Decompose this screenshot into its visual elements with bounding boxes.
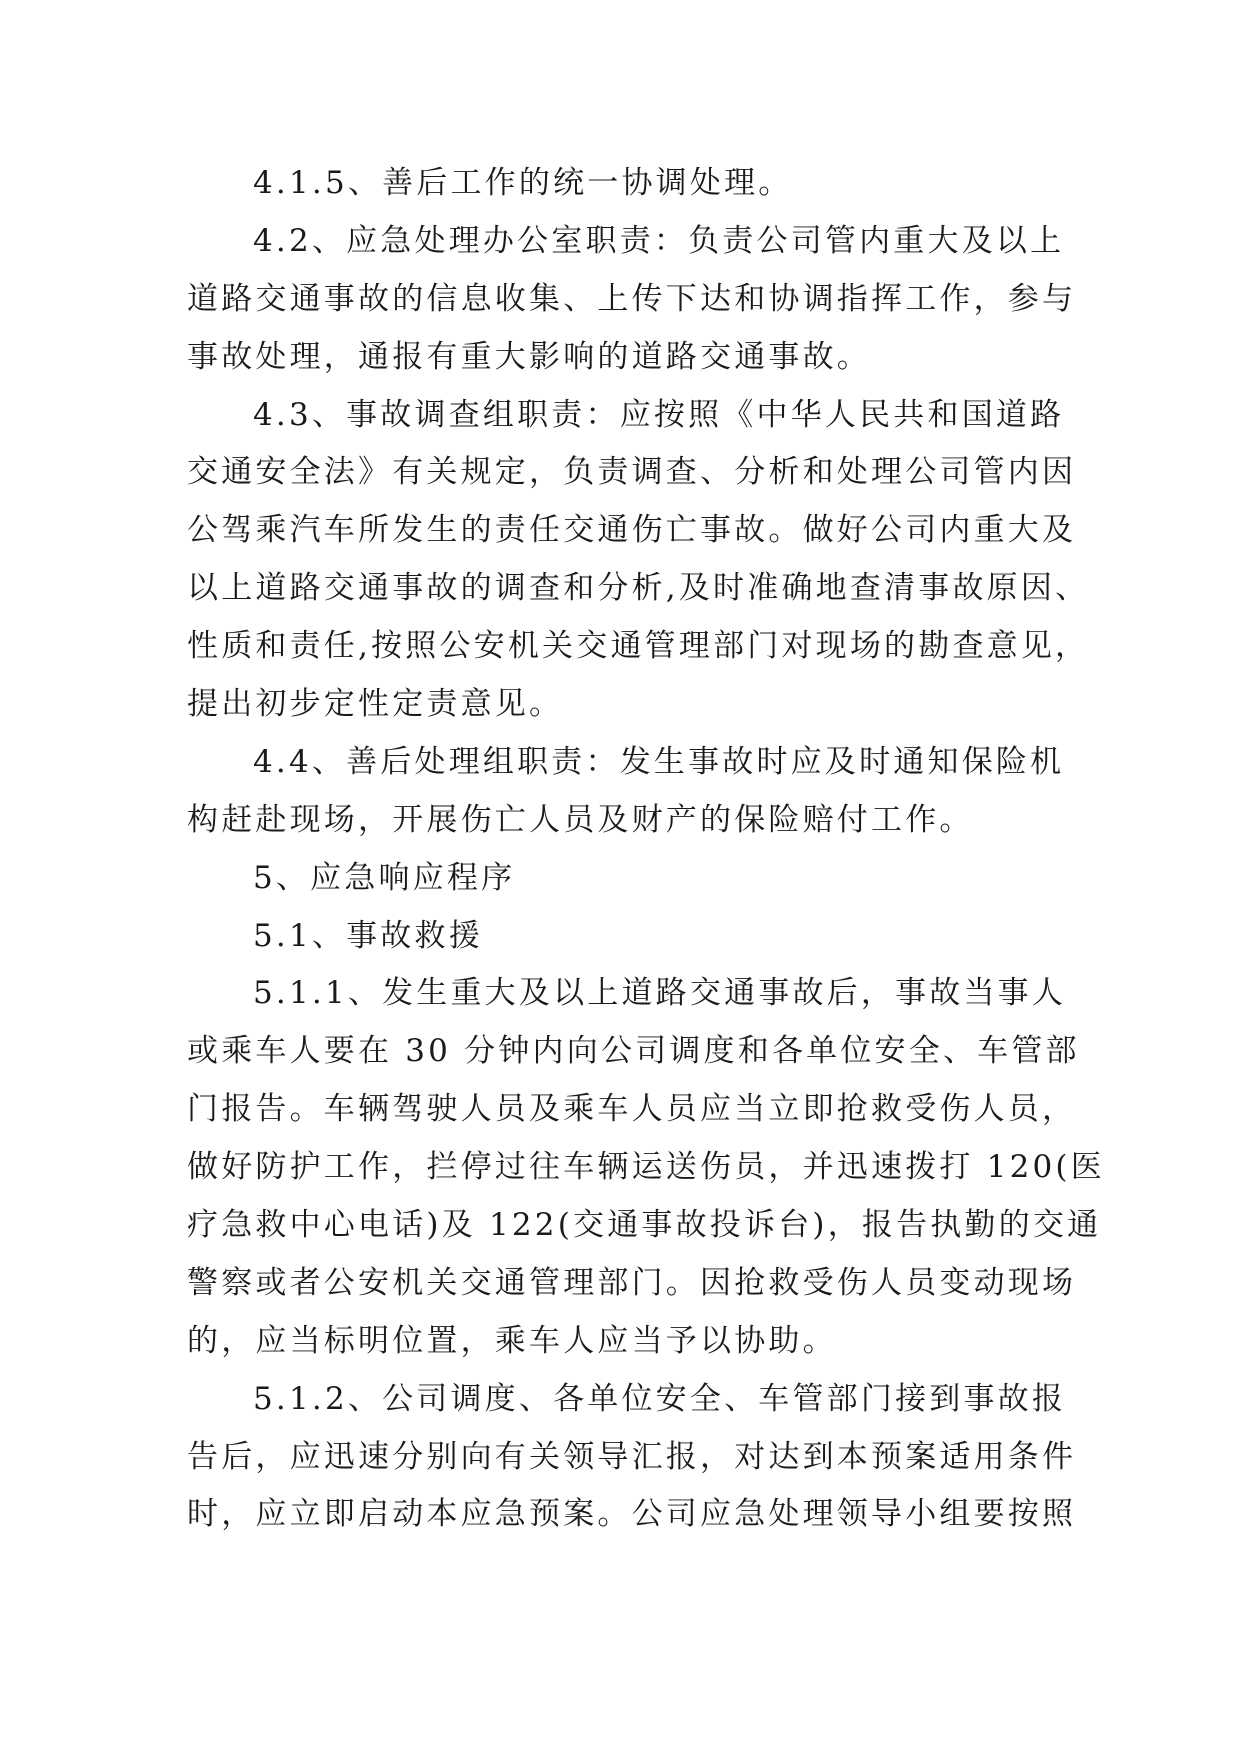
text-line: 或乘车人要在 30 分钟内向公司调度和各单位安全、车管部: [187, 1033, 1080, 1070]
text-line: 4.3、事故调查组职责：应按照《中华人民共和国道路: [253, 396, 1065, 433]
document-body: [187, 155, 1105, 1544]
text-line: 4.4、善后处理组职责：发生事故时应及时通知保险机: [253, 743, 1065, 780]
text-line: 提出初步定性定责意见。: [187, 686, 564, 723]
subsection-heading: 5.1、事故救援: [253, 917, 483, 954]
text-line: 的，应当标明位置，乘车人应当予以协助。: [187, 1322, 837, 1359]
text-line: 告后，应迅速分别向有关领导汇报，对达到本预案适用条件: [187, 1438, 1077, 1475]
text-line: 警察或者公安机关交通管理部门。因抢救受伤人员变动现场: [187, 1264, 1077, 1301]
text-line: 事故处理，通报有重大影响的道路交通事故。: [187, 338, 871, 375]
text-line: 性质和责任,按照公安机关交通管理部门对现场的勘查意见，: [187, 628, 1090, 665]
text-line: 疗急救中心电话)及 122(交通事故投诉台)，报告执勤的交通: [187, 1207, 1102, 1244]
text-line: 时，应立即启动本应急预案。公司应急处理领导小组要按照: [187, 1496, 1077, 1533]
text-line: 门报告。车辆驾驶人员及乘车人员应当立即抢救受伤人员，: [187, 1091, 1077, 1128]
text-line: 4.2、应急处理办公室职责：负责公司管内重大及以上: [253, 222, 1065, 259]
text-line: 交通安全法》有关规定，负责调查、分析和处理公司管内因: [187, 454, 1077, 491]
section-heading: 5、应急响应程序: [253, 859, 516, 896]
text-line: 道路交通事故的信息收集、上传下达和协调指挥工作，参与: [187, 280, 1077, 317]
text-line: 以上道路交通事故的调查和分析,及时准确地查清事故原因、: [187, 570, 1090, 607]
text-line: 公驾乘汽车所发生的责任交通伤亡事故。做好公司内重大及: [187, 512, 1077, 549]
text-line: 4.1.5、善后工作的统一协调处理。: [253, 165, 793, 201]
text-line: 构赶赴现场，开展伤亡人员及财产的保险赔付工作。: [187, 801, 974, 838]
text-line: 5.1.1、发生重大及以上道路交通事故后，事故当事人: [253, 975, 1067, 1012]
text-line: 做好防护工作，拦停过往车辆运送伤员，并迅速拨打 120(医: [187, 1149, 1105, 1186]
text-line: 5.1.2、公司调度、各单位安全、车管部门接到事故报: [253, 1380, 1067, 1417]
